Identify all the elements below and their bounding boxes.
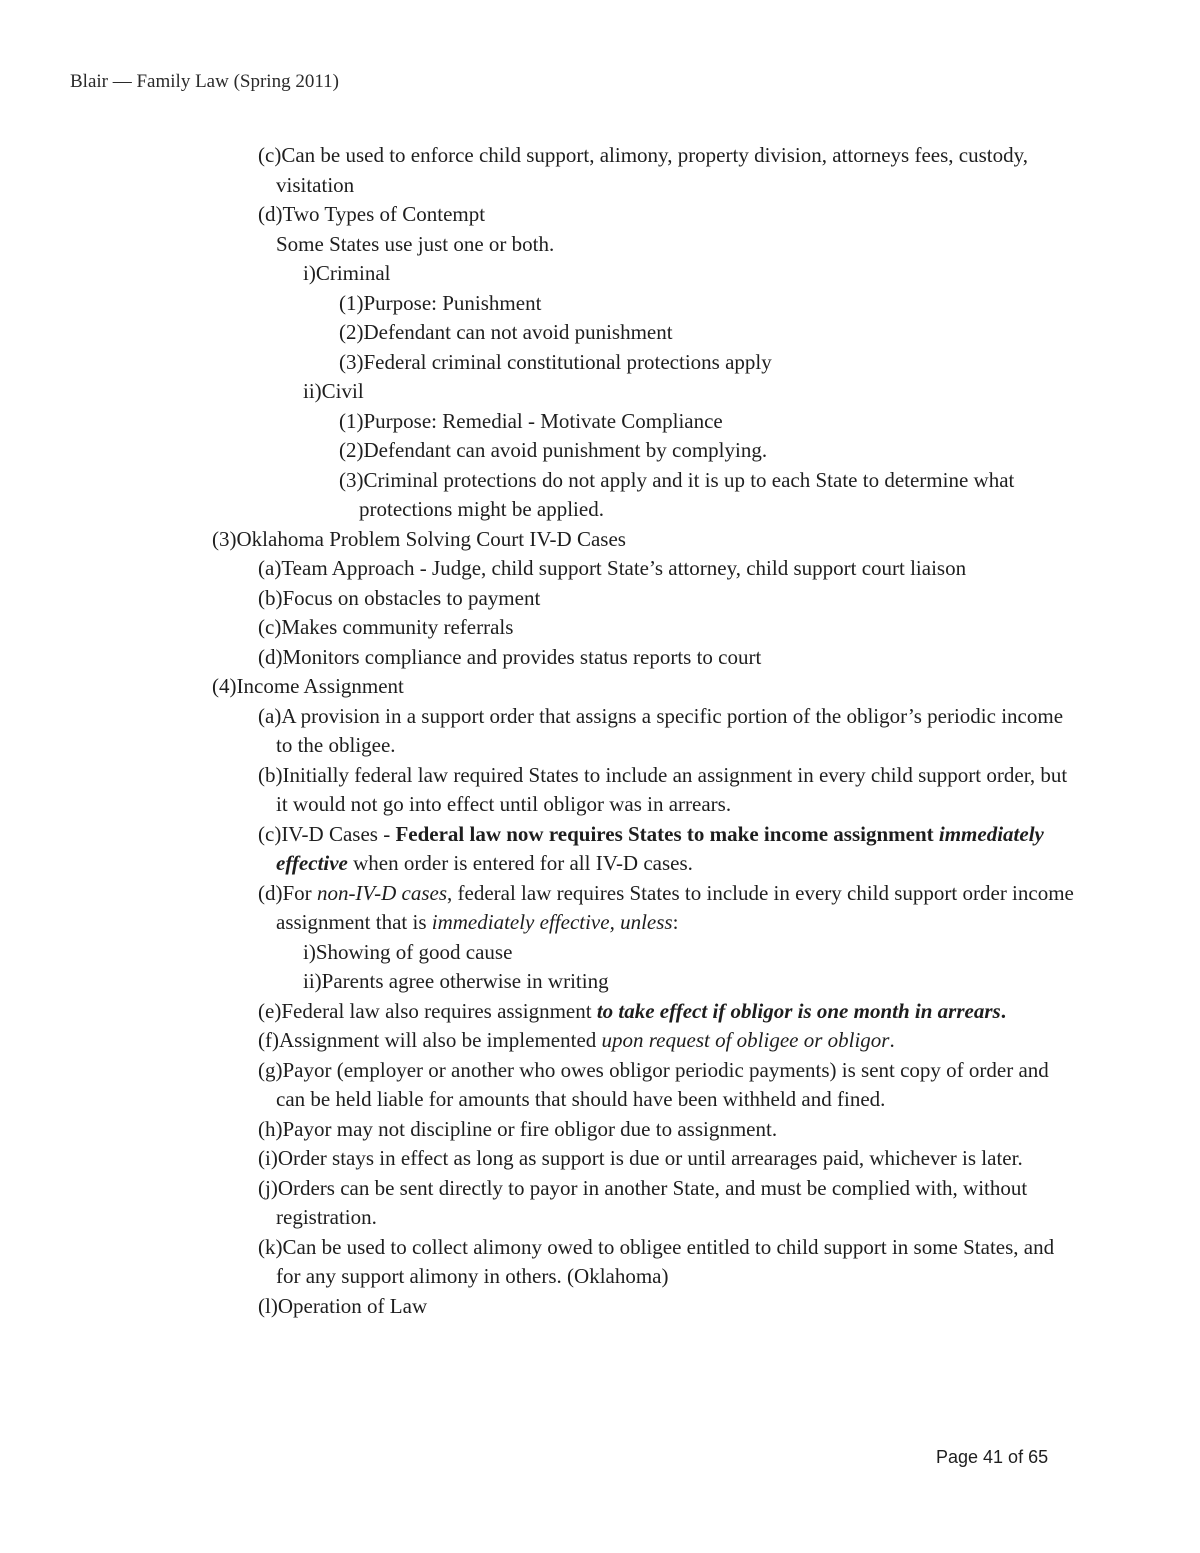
item-marker: (3) [339,467,364,492]
outline-item-criminal [303,259,1079,289]
outline-section-oklahoma [212,525,1079,555]
item-text: Order stays in effect as long as support is due or until arrearages paid, whichever is later. [277,1146,1023,1170]
outline-section-income-assignment [212,672,1079,702]
item-text-bold-italic: immediately effective [276,821,1050,875]
item-text-bold: Federal law now requires States to make income assignment [395,821,934,846]
oklahoma-item [258,554,1076,584]
item-marker: (h) [258,1116,283,1141]
income-item-i [258,1144,1076,1174]
item-text-italic: non-IV-D cases [316,880,447,905]
item-text: Team Approach - Judge, child support State’s attorney, child support court liaison [281,556,967,580]
item-text: Two Types of Contempt [282,202,486,226]
income-item-c [258,820,1076,879]
item-marker: (d) [258,644,283,669]
item-text: Defendant can avoid punishment by complying. [363,438,768,462]
item-marker: ii) [303,379,322,403]
section-title: Income Assignment [236,674,404,698]
item-marker: (4) [212,674,237,698]
civil-point [339,407,1079,437]
item-text-lead: Assignment will also be implemented [278,1028,602,1052]
item-text-lead: IV-D Cases - [281,821,396,846]
item-marker: (c) [258,615,282,639]
income-item-b [258,761,1076,820]
section-title: Oklahoma Problem Solving Court IV-D Cases [236,526,626,551]
outline-body [0,141,1079,1321]
item-text-tail: : [672,910,679,934]
income-item-f [258,1026,1076,1056]
income-item-k [258,1233,1076,1292]
item-marker: ii) [303,969,322,993]
item-text-lead: For [282,880,317,905]
oklahoma-item [258,584,1076,614]
item-marker: (1) [339,408,364,433]
criminal-point [339,318,1079,348]
income-item-d [258,879,1080,938]
item-text: Operation of Law [277,1293,428,1318]
item-text-tail: . [889,1028,895,1052]
item-text-bold-italic: to take effect if obligor is one month in arrears [596,998,1001,1023]
item-text: Orders can be sent directly to payor in another State, and must be complied with, without registration. [276,1175,1033,1229]
item-text: Defendant can not avoid punishment [363,320,673,344]
criminal-point [339,348,1079,378]
item-marker: (g) [258,1057,283,1082]
item-text-lead: Federal law also requires assignment [281,998,597,1023]
item-marker: (3) [212,526,237,551]
item-marker: (2) [339,320,364,344]
item-text: Initially federal law required States to include an assignment in every child support order, but it would not go into effect until obligor was in arrears. [276,762,1073,816]
item-marker: i) [303,261,316,285]
item-marker: (l) [258,1293,278,1318]
item-text: Focus on obstacles to payment [282,585,541,610]
income-d-subitem [303,938,1079,968]
item-marker: (j) [258,1175,278,1200]
item-text: A provision in a support order that assigns a specific portion of the obligor’s periodic income to the obligee. [276,703,1069,757]
item-marker: (1) [339,290,364,315]
item-marker: (a) [258,703,282,728]
running-header: Blair — Family Law (Spring 2011) [70,71,339,92]
item-text: Criminal [315,261,391,285]
outline-item-civil [303,377,1079,407]
income-item-l [258,1292,1076,1322]
page-number: Page 41 of 65 [936,1447,1049,1467]
item-marker: (b) [258,762,283,787]
item-text-tail: when order is entered for all IV-D cases. [347,851,693,875]
item-text: Can be used to enforce child support, alimony, property division, attorneys fees, custody, visitation [276,143,1034,197]
item-text: Showing of good cause [315,939,513,964]
income-item-g [258,1056,1076,1115]
item-marker: (e) [258,998,282,1023]
item-marker: (d) [258,202,283,226]
item-text: Makes community referrals [281,615,514,639]
item-text: Purpose: Remedial - Motivate Compliance [363,408,723,433]
item-marker: (3) [339,349,364,374]
civil-point [339,436,1079,466]
item-text: Payor may not discipline or fire obligor due to assignment. [282,1116,778,1141]
item-marker: (c) [258,143,282,167]
item-marker: (a) [258,556,282,580]
outline-item-contempt-c [258,141,1076,200]
item-text-mid: , federal law requires States to include in every child support order income assignment that is [276,880,1080,934]
oklahoma-item [258,643,1076,673]
item-text: Can be used to collect alimony owed to obligee entitled to child support in some States, and for any support alimony in others. (Oklahoma) [276,1234,1060,1288]
outline-item-contempt-d [258,200,1076,230]
civil-point [339,466,1079,525]
item-text: Criminal protections do not apply and it is up to each State to determine what protections might be applied. [359,467,1020,521]
item-text: Monitors compliance and provides status reports to court [282,644,762,669]
income-item-a [258,702,1076,761]
income-d-subitem [303,967,1079,997]
item-text: Payor (employer or another who owes obligor periodic payments) is sent copy of order and can be held liable for amounts that should have been withheld and fined. [276,1057,1055,1111]
item-text-tail: . [1000,998,1006,1023]
item-text-italic: immediately effective, unless [431,910,673,934]
item-text: Civil [321,379,364,403]
item-marker: (2) [339,438,364,462]
item-marker: (d) [258,880,283,905]
oklahoma-item [258,613,1076,643]
item-text-italic: upon request of obligee or obligor [601,1028,890,1052]
item-marker: (i) [258,1146,278,1170]
contempt-note: Some States use just one or both. [276,231,555,256]
item-marker: (b) [258,585,283,610]
item-marker: (c) [258,821,282,846]
item-marker: i) [303,939,316,964]
item-text: Purpose: Punishment [363,290,542,315]
item-text: Parents agree otherwise in writing [321,969,609,993]
criminal-point [339,289,1079,319]
income-item-h [258,1115,1076,1145]
item-marker: (f) [258,1028,279,1052]
income-item-e [258,997,1076,1027]
income-item-j [258,1174,1076,1233]
item-text: Federal criminal constitutional protections apply [363,349,772,374]
item-marker: (k) [258,1234,283,1259]
